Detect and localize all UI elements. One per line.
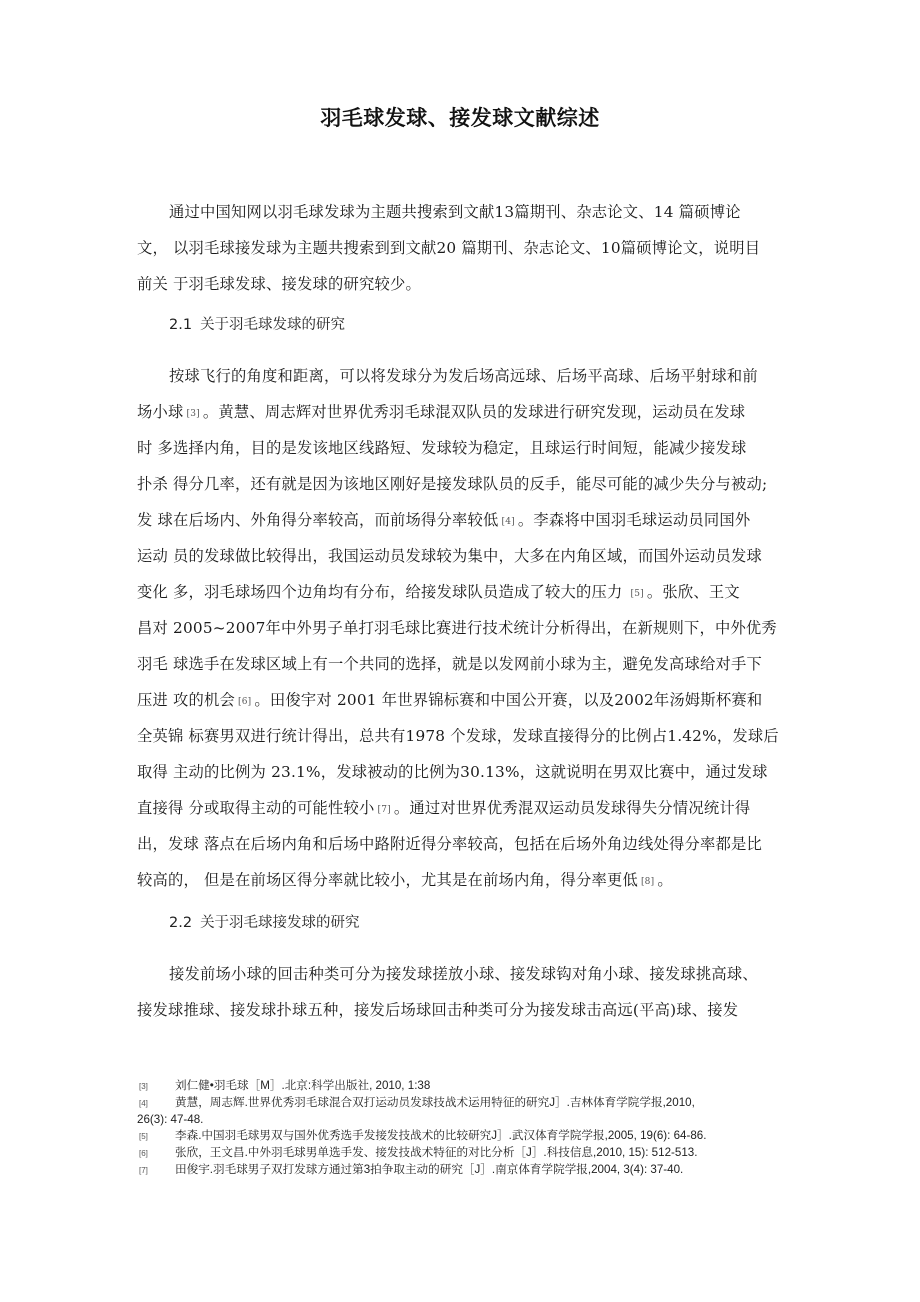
line-text: 羽毛 球选手在发球区域上有一个共同的选择，就是以发网前小球为主，避免发高球给对手下 [137, 655, 762, 673]
paragraph-line [137, 502, 793, 538]
footnote-text: 刘仁健•羽毛球［M］.北京:科学出版社, 2010, 1:38 [175, 1079, 431, 1092]
paragraph-line [137, 646, 793, 682]
footnote-marker: [6] [139, 1149, 148, 1158]
line-text: 。黄慧、周志辉对世界优秀羽毛球混双队员的发球进行研究发现，运动员在发球 [202, 403, 746, 421]
footnote-marker: [3] [139, 1082, 148, 1091]
footnote-marker: [5] [139, 1132, 148, 1141]
citation-marker[interactable]: [5] [630, 589, 644, 599]
line-text: 出，发球 落点在后场内角和后场中路附近得分率较高，包括在后场外角边线处得分率都是比 [137, 835, 762, 853]
footnote-text: 李森.中国羽毛球男双与国外优秀选手发接发技战术的比较研究J］.武汉体育学院学报,2005, 19(6): 64-86. [175, 1129, 707, 1142]
paragraph-line [137, 358, 793, 394]
citation-marker[interactable]: [4] [501, 517, 515, 527]
citation-marker[interactable]: [7] [377, 805, 391, 815]
section-2-2-paragraph [137, 956, 793, 1028]
line-text: 变化 多，羽毛球场四个边角均有分布，给接发球队员造成了较大的压力 [137, 583, 628, 601]
paragraph-line: 接发前场小球的回击种类可分为接发球搓放小球、接发球钩对角小球、接发球挑高球、 [169, 965, 758, 983]
paragraph-line [137, 754, 793, 790]
section-heading-2-1 [169, 315, 345, 335]
line-text: 昌对 2005~2007年中外男子单打羽毛球比赛进行技术统计分析得出，在新规则下，中外优秀 [137, 619, 777, 637]
paragraph-line [137, 682, 793, 718]
footnote-item [137, 1145, 797, 1162]
intro-paragraph [137, 194, 793, 302]
section-2-1-paragraph [137, 358, 793, 898]
section-heading-2-2 [169, 913, 360, 933]
line-text: 较高的， 但是在前场区得分率就比较小，尤其是在前场内角，得分率更低 [137, 871, 638, 889]
section-number: 2.2 [169, 915, 193, 931]
paragraph-line: 文， 以羽毛球接发球为主题共搜索到到文献20 篇期刊、杂志论文、10篇硕博论文，说明目 [137, 239, 761, 257]
line-text: 。张欣、王文 [646, 583, 740, 601]
line-text: 。田俊宇对 2001 年世界锦标赛和中国公开赛，以及2002年汤姆斯杯赛和 [254, 691, 763, 709]
document-title: 羽毛球发球、接发球文献综述 [320, 106, 600, 130]
paragraph-line: 接发球推球、接发球扑球五种，接发后场球回击种类可分为接发球击高远(平高)球、接发 [137, 1001, 739, 1019]
citation-marker[interactable]: [6] [238, 697, 252, 707]
footnote-text: 黄慧，周志辉.世界优秀羽毛球混合双打运动员发球技战术运用特征的研究J］.吉林体育学院学报,2010, [175, 1096, 695, 1109]
footnote-text: 张欣，王文昌.中外羽毛球男单选手发、接发技战术特征的对比分析［J］.科技信息,2010, 15): 512-513. [175, 1146, 698, 1159]
footnote-item [137, 1078, 797, 1095]
paragraph-line [137, 574, 793, 610]
paragraph-line: 通过中国知网以羽毛球发球为主题共搜索到文献13篇期刊、杂志论文、14 篇硕博论 [169, 203, 741, 221]
line-text: 发 球在后场内、外角得分率较高，而前场得分率较低 [137, 511, 499, 529]
line-text: 。 [657, 871, 673, 889]
paragraph-line [137, 610, 793, 646]
paragraph-line [137, 430, 793, 466]
line-text: 取得 主动的比例为 23.1%，发球被动的比例为30.13%，这就说明在男双比赛中，通过发球 [137, 763, 768, 781]
line-text: 。李森将中国羽毛球运动员同国外 [517, 511, 751, 529]
line-text: 全英锦 标赛男双进行统计得出，总共有1978 个发球，发球直接得分的比例占1.42%，发球后 [137, 727, 779, 745]
line-text: 压进 攻的机会 [137, 691, 236, 709]
section-title: 关于羽毛球接发球的研究 [200, 915, 360, 931]
paragraph-line [137, 862, 793, 898]
paragraph-line [137, 790, 793, 826]
footnote-marker: [4] [139, 1099, 148, 1108]
paragraph-line [137, 826, 793, 862]
line-text: 扑杀 得分几率，还有就是因为该地区刚好是接发球队员的反手，能尽可能的减少失分与被动; [137, 475, 768, 493]
citation-marker[interactable]: [8] [640, 877, 655, 887]
paragraph-line [137, 718, 793, 754]
paragraph-line [137, 394, 793, 430]
paragraph-line: 前关 于羽毛球发球、接发球的研究较少。 [137, 275, 422, 293]
line-text: 运动 员的发球做比较得出，我国运动员发球较为集中，大多在内角区域，而国外运动员发球 [137, 547, 762, 565]
paragraph-line [137, 466, 793, 502]
paragraph-line [137, 538, 793, 574]
section-number: 2.1 [169, 317, 193, 333]
footnote-marker: [7] [139, 1166, 148, 1175]
footnote-item [137, 1162, 797, 1179]
line-text: 时 多选择内角，目的是发该地区线路短、发球较为稳定，且球运行时间短，能减少接发球 [137, 439, 747, 457]
footnote-item [137, 1095, 797, 1112]
footnote-text: 田俊宇.羽毛球男子双打发球方通过第3拍争取主动的研究［J］.南京体育学院学报,2004, 3(4): 37-40. [175, 1163, 684, 1176]
line-text: 按球飞行的角度和距离，可以将发球分为发后场高远球、后场平高球、后场平射球和前 [169, 367, 758, 385]
citation-marker[interactable]: [3] [186, 409, 200, 419]
footnote-continuation: 26(3): 47-48. [137, 1113, 204, 1126]
line-text: 。通过对世界优秀混双运动员发球得失分情况统计得 [393, 799, 751, 817]
line-text: 直接得 分或取得主动的可能性较小 [137, 799, 375, 817]
line-text: 场小球 [137, 403, 184, 421]
section-title: 关于羽毛球发球的研究 [200, 317, 346, 333]
footnotes [137, 1078, 797, 1179]
footnote-item [137, 1128, 797, 1145]
